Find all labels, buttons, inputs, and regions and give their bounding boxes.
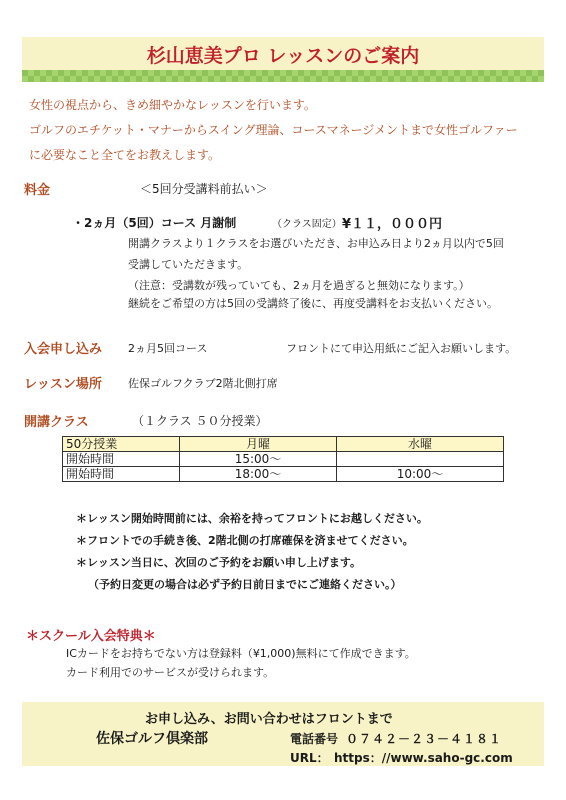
- fee-note: ＜5回分受講料前払い＞: [140, 182, 268, 196]
- intro-line-2: ゴルフのエチケット・マナーからスイング理論、コースマネージメントまで女性ゴルファー: [29, 123, 518, 137]
- classes-heading: 開講クラス: [24, 415, 89, 430]
- table-row: [63, 467, 504, 482]
- entry-note: フロントにて申込用紙にご記入お願いします。: [286, 342, 517, 355]
- note-line-4: （予約日変更の場合は必ず予約日前日までにご連絡ください。）: [88, 578, 402, 591]
- table-cell: [337, 452, 504, 467]
- table-row: [63, 452, 504, 467]
- benefit-line-1: ICカードをお持ちでない方は登録料（¥1,000)無料にて作成できます。: [66, 647, 416, 660]
- schedule-table: [62, 436, 504, 482]
- footer-headline: お申し込み、お問い合わせはフロントまで: [145, 712, 393, 727]
- note-line-3: ＊レッスン当日に、次回のご予約をお願い申し上げます。: [76, 556, 362, 569]
- page-title: 杉山恵美プロ レッスンのご案内: [146, 45, 420, 67]
- benefit-line-2: カード利用でのサービスが受けられます。: [66, 666, 275, 679]
- intro-line-1: 女性の視点から、きめ細やかなレッスンを行います。: [29, 98, 316, 112]
- place-heading: レッスン場所: [24, 377, 102, 392]
- green-checker-band: [22, 70, 544, 82]
- table-cell: 開始時間: [63, 467, 180, 482]
- fee-price: ¥１１，０００円: [342, 217, 443, 232]
- table-header-cell: 水曜: [337, 437, 504, 452]
- table-cell: 開始時間: [63, 452, 180, 467]
- entry-heading: 入会申し込み: [24, 342, 103, 357]
- table-cell: 10:00～: [337, 467, 504, 482]
- fee-detail-2: 受講していただきます。: [128, 258, 249, 271]
- fee-detail-1: 開講クラスより１クラスをお選びいただき、お申込み日より2ヵ月以内で5回: [128, 237, 504, 250]
- title-banner: [22, 37, 544, 70]
- table-header-cell: 月曜: [180, 437, 337, 452]
- benefit-heading: ＊スクール入会特典＊: [26, 629, 156, 644]
- footer-phone-label: 電話番号: [290, 732, 339, 746]
- fee-course: ・2ヵ月（5回）コース 月謝制: [72, 216, 237, 230]
- table-cell: 18:00～: [180, 467, 337, 482]
- footer-club-name: 佐保ゴルフ倶楽部: [96, 731, 208, 747]
- footer-url[interactable]: https：//www.saho-gc.com: [334, 751, 513, 765]
- table-header-row: [63, 437, 504, 452]
- classes-note: （１クラス ５０分授業）: [132, 414, 268, 428]
- footer-url-label: URL：: [290, 751, 329, 765]
- fee-class-fixed: （クラス固定）: [272, 219, 342, 230]
- table-cell: 15:00～: [180, 452, 337, 467]
- place-value: 佐保ゴルフクラブ2階北側打席: [128, 377, 278, 390]
- note-line-1: ＊レッスン開始時間前には、余裕を持ってフロントにお越しください。: [76, 512, 428, 525]
- footer-phone: ０７４２－２３－４１８１: [346, 732, 503, 746]
- fee-detail-4: 継続をご希望の方は5回の受講終了後に、再度受講料をお支払いください。: [128, 297, 498, 310]
- table-header-cell: 50分授業: [63, 437, 180, 452]
- intro-line-3: に必要なこと全てをお教えします。: [29, 148, 221, 162]
- note-line-2: ＊フロントでの手続き後、2階北側の打席確保を済ませてください。: [76, 534, 414, 547]
- entry-course: 2ヵ月5回コース: [128, 342, 208, 355]
- fee-heading: 料金: [24, 183, 51, 198]
- fee-detail-3: （注意：受講数が残っていても、2ヵ月を過ぎると無効になります。）: [128, 279, 470, 292]
